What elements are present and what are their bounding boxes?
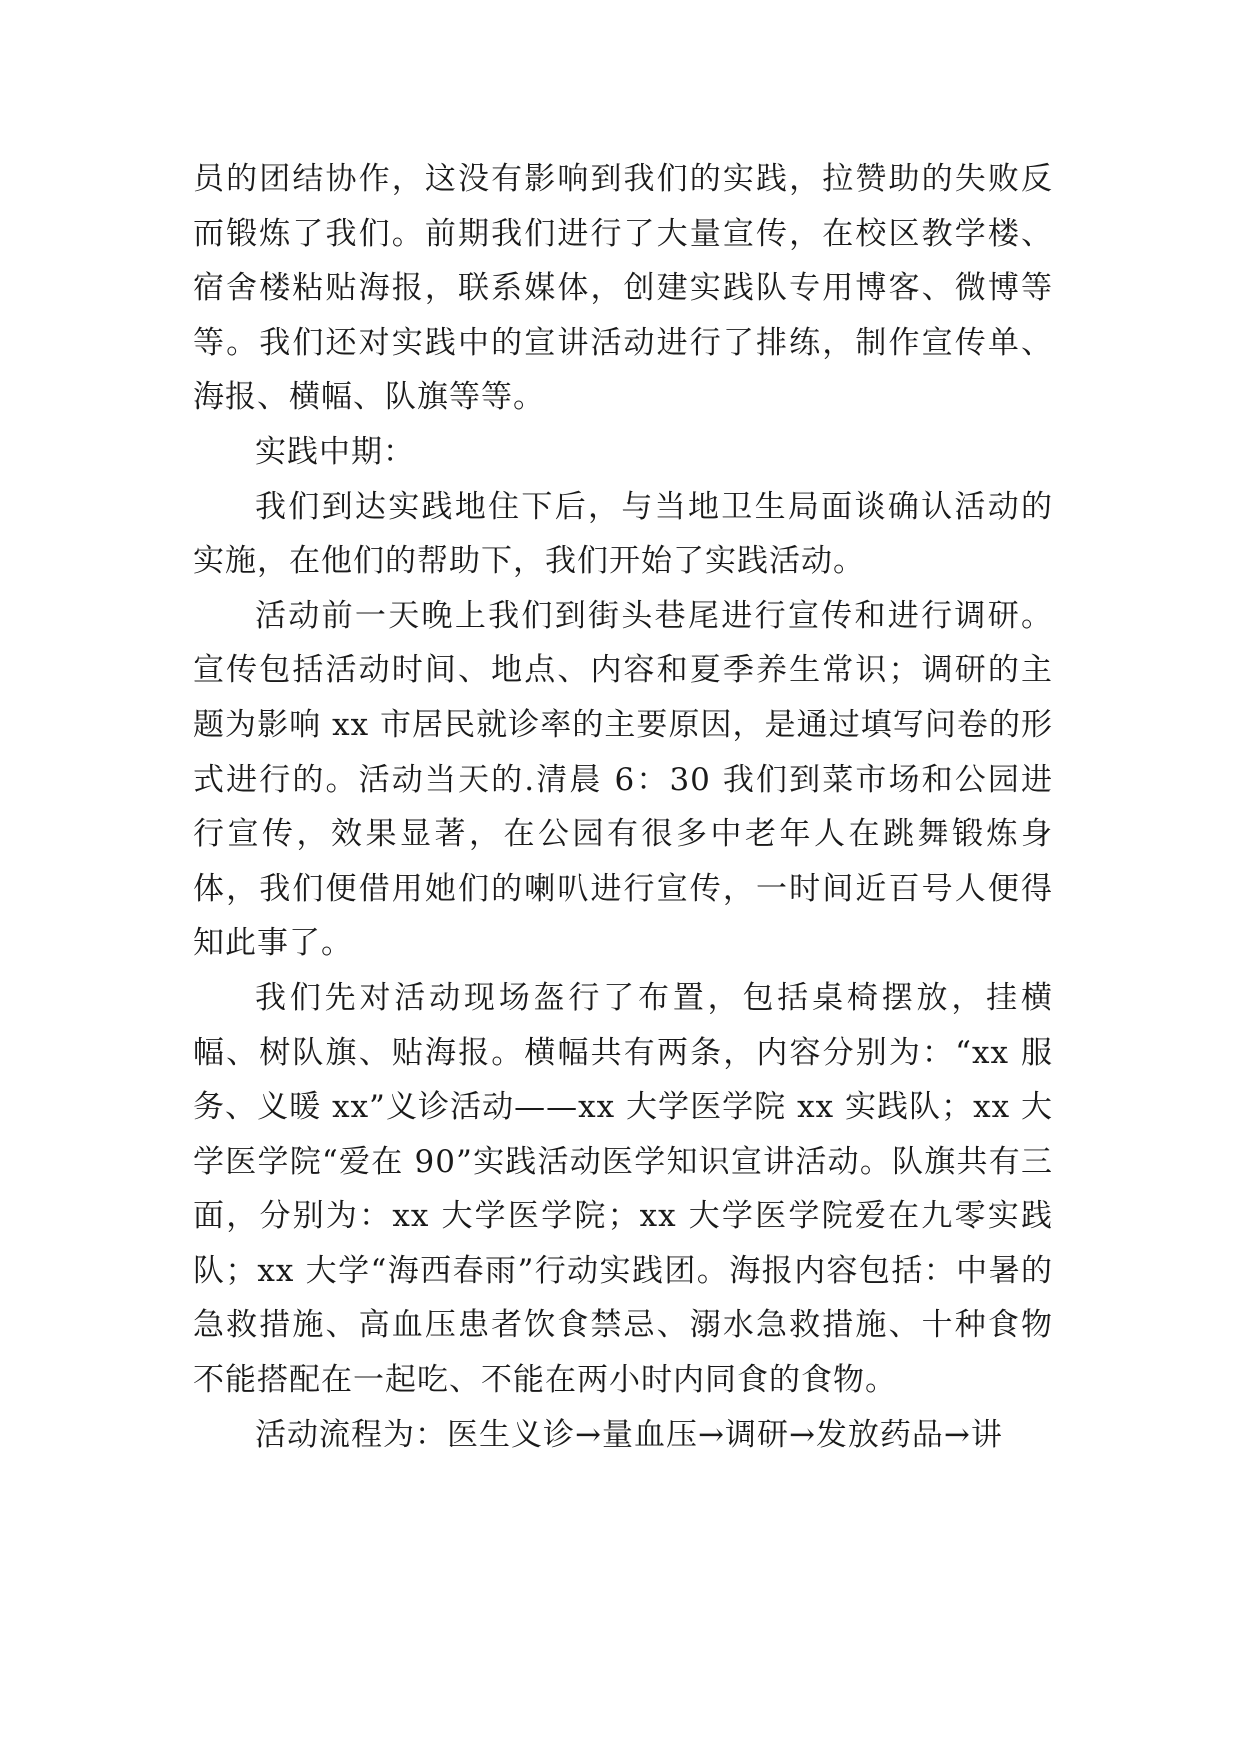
section-heading-mid-practice: 实践中期： [255,433,415,470]
paragraph-3: 活动前一天晚上我们到街头巷尾进行宣传和进行调研。宣传包括活动时间、地点、内容和夏季养生常识；调研的主题为影响 xx 市居民就诊率的主要原因，是通过填写问卷的形式进行的。活动当天的.清晨 6：30 我们到菜市场和公园进行宣传，效果显著，在公园有很多中老年人在跳舞锻炼身体，我们便借用她们的喇叭进行宣传，一时间近百号人便得知此事了。 [193,597,1053,962]
paragraph-4: 我们先对活动现场盔行了布置，包括桌椅摆放，挂横幅、树队旗、贴海报。横幅共有两条，内容分别为：“xx 服务、义暖 xx”义诊活动——xx 大学医学院 xx 实践队；xx 大学医学院“爱在 90”实践活动医学知识宣讲活动。队旗共有三面，分别为：xx 大学医学院；xx 大学医学院爱在九零实践队；xx 大学“海西春雨”行动实践团。海报内容包括：中暑的急救措施、高血压患者饮食禁忌、溺水急救措施、十种食物不能搭配在一起吃、不能在两小时内同食的食物。 [193,979,1053,1399]
paragraph-1: 员的团结协作，这没有影响到我们的实践，拉赞助的失败反而锻炼了我们。前期我们进行了大量宣传，在校区教学楼、宿舍楼粘贴海报，联系媒体，创建实践队专用博客、微博等等。我们还对实践中的宣讲活动进行了排练，制作宣传单、海报、横幅、队旗等等。 [193,161,1053,416]
paragraph-5: 活动流程为：医生义诊→量血压→调研→发放药品→讲 [255,1416,1003,1453]
paragraph-2: 我们到达实践地住下后，与当地卫生局面谈确认活动的实施，在他们的帮助下，我们开始了实践活动。 [193,488,1053,580]
document-body [193,152,1053,1462]
